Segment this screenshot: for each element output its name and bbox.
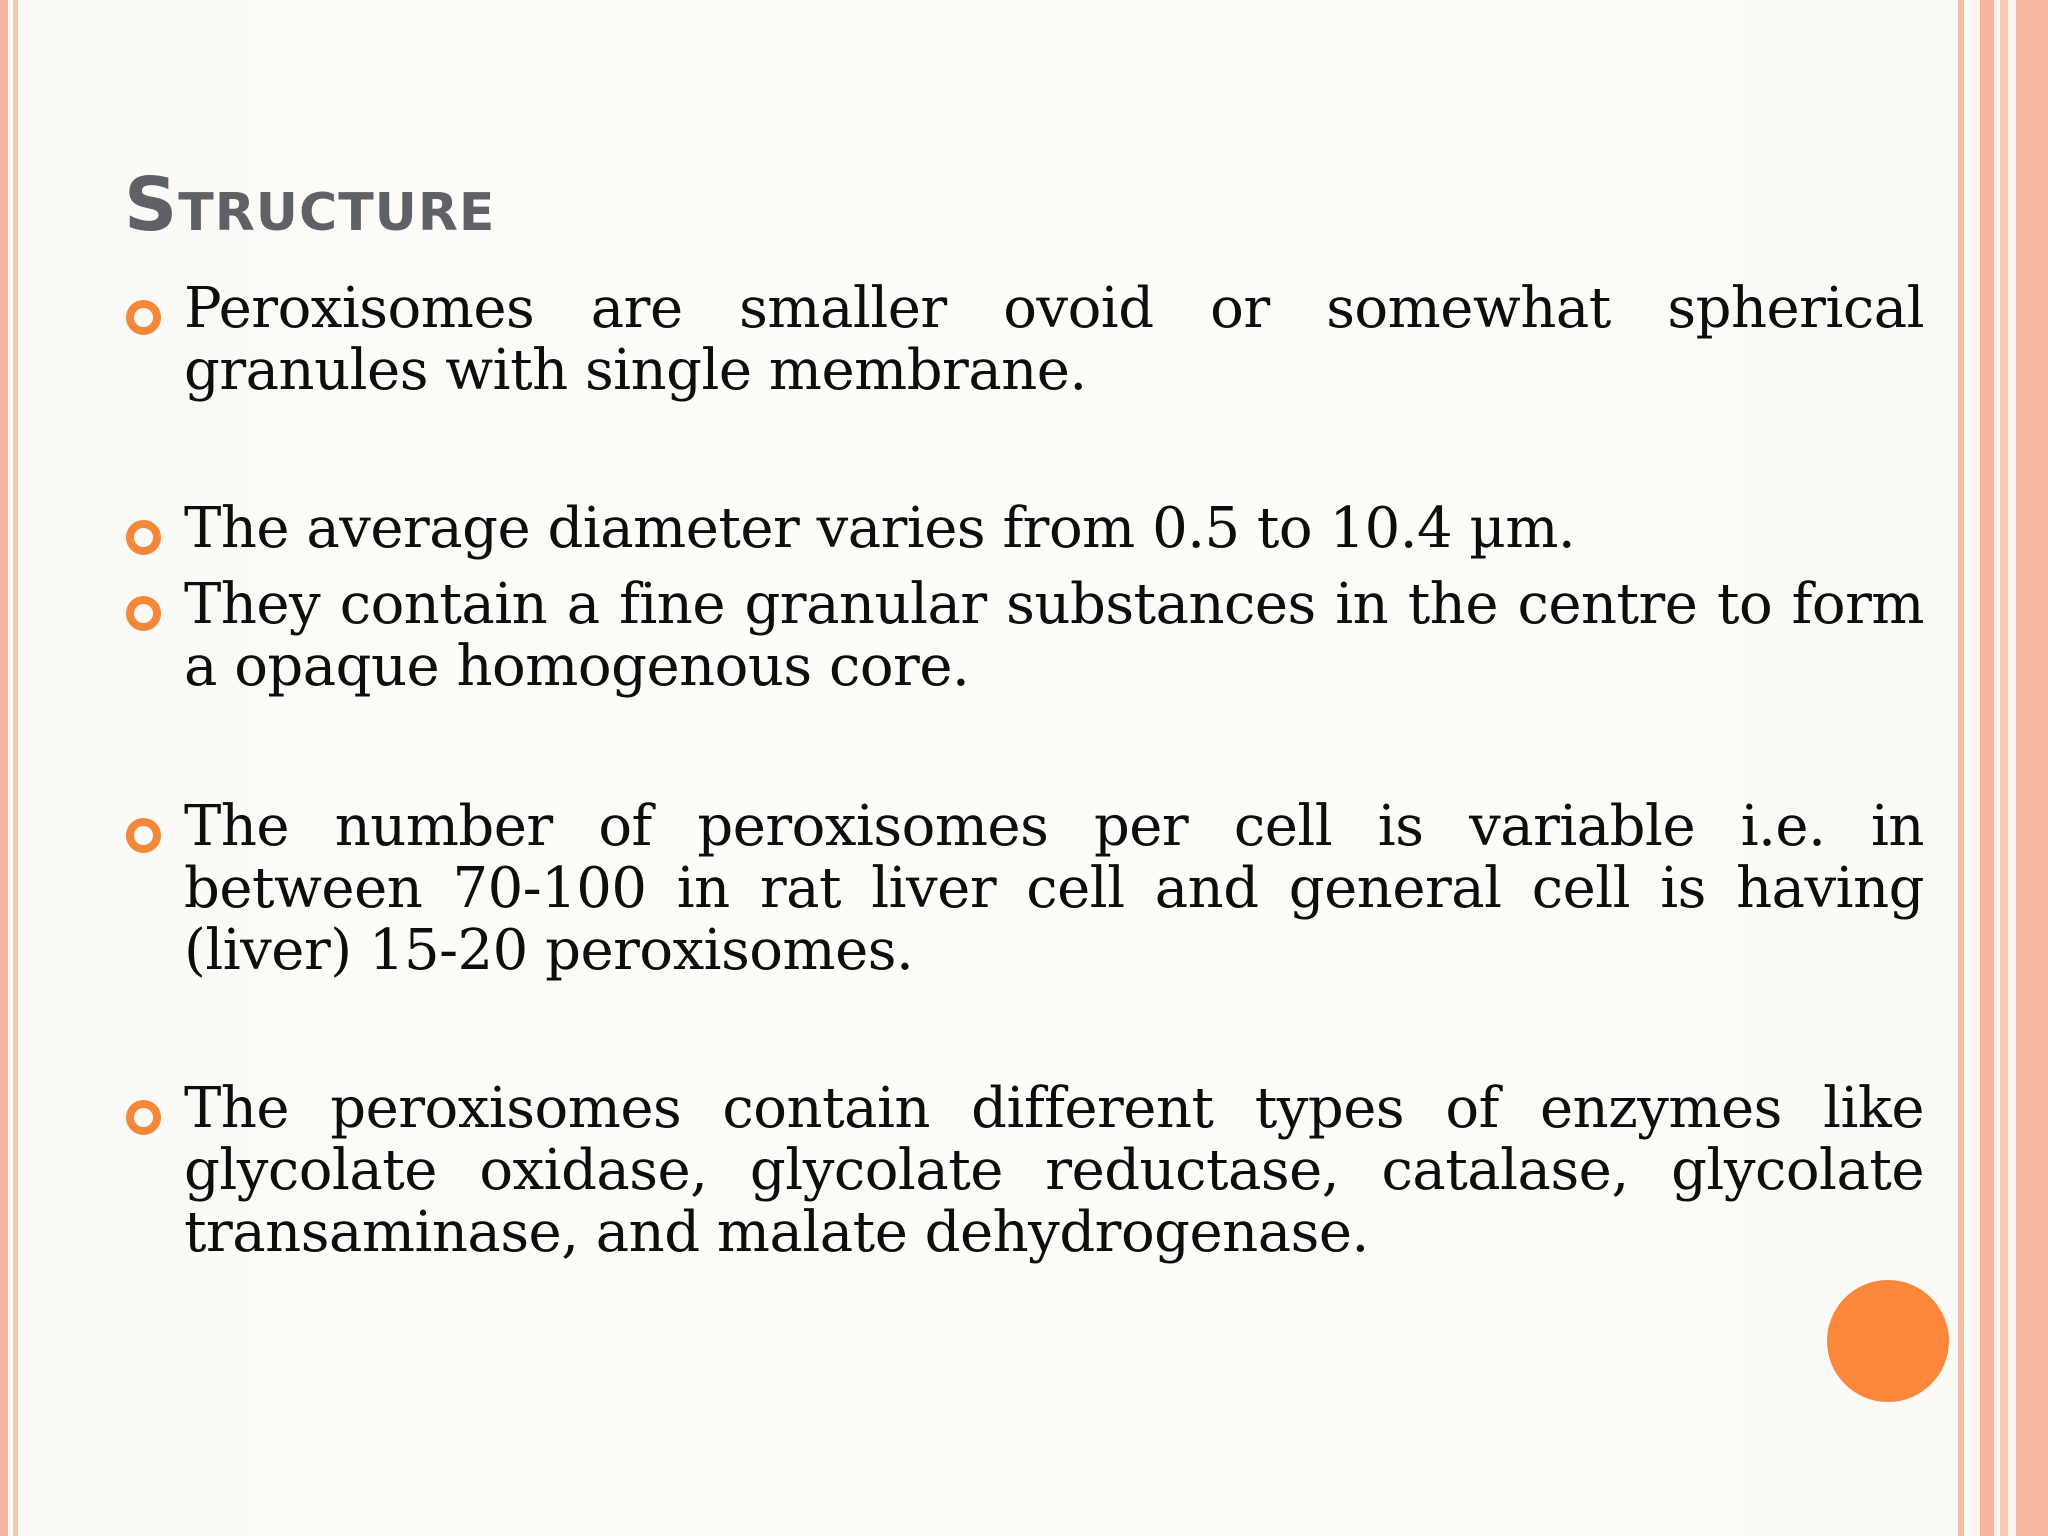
ring-bullet-icon <box>126 300 161 335</box>
bullet-item <box>184 574 1924 698</box>
slide-title: Structure <box>124 162 496 248</box>
ring-bullet-icon <box>126 596 161 631</box>
bullet-text: They contain a fine granular substances in the centre to form a opaque homogenous core. <box>184 572 1924 699</box>
bullet-text: Peroxisomes are smaller ovoid or somewhat spherical granules with single membrane. <box>184 276 1924 403</box>
bullet-text: The number of peroxisomes per cell is variable i.e. in between 70-100 in rat liver cell and general cell is having (liver) 15-20 peroxisomes. <box>184 794 1924 983</box>
bullet-text: The peroxisomes contain different types of enzymes like glycolate oxidase, glycolate reductase, catalase, glycolate transaminase, and malate dehydrogenase. <box>184 1076 1924 1265</box>
orange-circle-icon <box>1827 1280 1949 1402</box>
right-border-stripe <box>2016 0 2048 1536</box>
bullet-item <box>184 1078 1924 1264</box>
right-border-stripe <box>1958 0 1964 1536</box>
ring-bullet-icon <box>126 818 161 853</box>
left-border-stripe <box>0 0 8 1536</box>
right-border-stripe <box>1980 0 1994 1536</box>
right-border-stripe <box>2000 0 2008 1536</box>
ring-bullet-icon <box>126 520 161 555</box>
bullet-item <box>184 278 1924 402</box>
bullet-text: The average diameter varies from 0.5 to 10.4 µm. <box>184 496 1576 561</box>
bullet-item <box>184 498 1924 560</box>
ring-bullet-icon <box>126 1100 161 1135</box>
left-border-stripe-inner <box>13 0 18 1536</box>
bullet-list <box>184 278 1924 1264</box>
bullet-item <box>184 796 1924 982</box>
